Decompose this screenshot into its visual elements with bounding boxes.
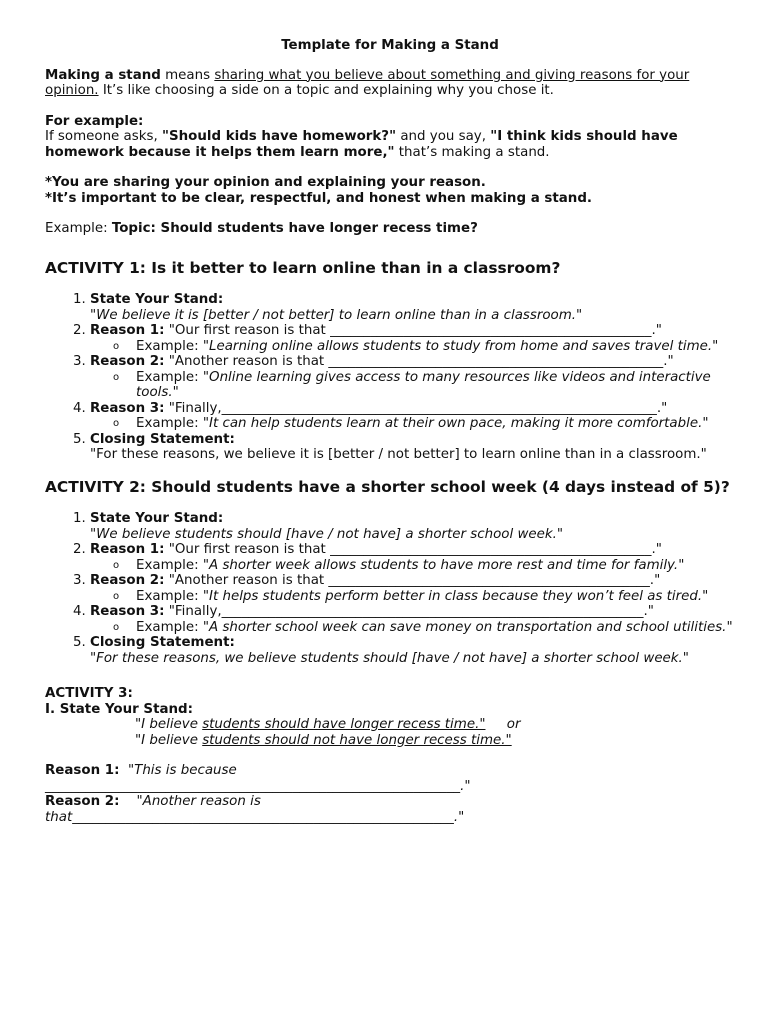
activity3-reason-1 bbox=[45, 763, 515, 794]
example-post: " bbox=[702, 416, 709, 431]
reason-label: Reason 2: bbox=[90, 573, 165, 588]
intro-means: means bbox=[160, 67, 215, 83]
notes-block bbox=[45, 175, 735, 206]
list-item bbox=[90, 573, 735, 604]
closing-label: Closing Statement: bbox=[90, 431, 235, 447]
example-pre: Example: " bbox=[136, 338, 210, 354]
reason-label: Reason 1: bbox=[90, 323, 165, 338]
example-item bbox=[113, 589, 735, 605]
activity1-list bbox=[45, 292, 735, 463]
list-item bbox=[90, 323, 735, 354]
example-text: Learning online allows students to study from home and saves travel time. bbox=[209, 338, 713, 354]
example-post: " bbox=[712, 338, 719, 354]
page-title: Template for Making a Stand bbox=[281, 38, 499, 53]
example-post: " bbox=[726, 619, 733, 635]
list-item bbox=[90, 542, 735, 573]
list-item bbox=[90, 292, 735, 323]
example-t2: and you say, bbox=[396, 129, 491, 144]
example-pre: Example: " bbox=[136, 416, 210, 431]
list-item bbox=[90, 401, 735, 432]
reason-label: Reason 3: bbox=[90, 400, 165, 416]
list-item bbox=[90, 635, 735, 666]
activity2-list bbox=[45, 511, 735, 666]
list-item bbox=[90, 604, 735, 635]
document-page bbox=[45, 38, 735, 825]
reason-text: "Our first reason is that ________________________________________________." bbox=[164, 542, 662, 557]
example-text: A shorter school week can save money on transportation and school utilities. bbox=[209, 619, 727, 635]
stand-label: State Your Stand: bbox=[90, 511, 224, 526]
intro-definition: sharing what you believe about something and giving reasons for your opinion. bbox=[45, 67, 690, 98]
reason-text: "Finally,_______________________________________________________________." bbox=[164, 604, 654, 619]
reason-text: "Our first reason is that ________________________________________________." bbox=[164, 323, 662, 338]
example-pre: Example: " bbox=[136, 369, 210, 385]
example-heading: For example: bbox=[45, 113, 144, 129]
example-item bbox=[113, 416, 735, 432]
activity3-reason-2 bbox=[45, 794, 500, 825]
topic-text: Topic: Should students have longer recess time? bbox=[111, 221, 478, 236]
activity2-heading: ACTIVITY 2: Should students have a shorter school week (4 days instead of 5)? bbox=[45, 477, 730, 496]
option-underlined: students should have longer recess time." bbox=[202, 717, 486, 732]
activity3-stand-heading: I. State Your Stand: bbox=[45, 701, 193, 717]
intro-paragraph bbox=[45, 68, 735, 99]
reason-text: "Another reason is that __________________________________________________." bbox=[164, 354, 674, 369]
example-post: " bbox=[678, 557, 685, 573]
topic-label: Example: bbox=[45, 221, 112, 236]
example-t1: If someone asks, bbox=[45, 129, 162, 144]
option-pre: "I believe bbox=[135, 732, 203, 748]
closing-text: "For these reasons, we believe students should [have / not have] a shorter school week." bbox=[90, 650, 689, 666]
example-item bbox=[113, 620, 735, 636]
example-post: " bbox=[702, 588, 709, 604]
reason-text: "Finally,_________________________________________________________________." bbox=[164, 400, 668, 416]
activity3-block bbox=[45, 686, 735, 825]
reason-label: Reason 3: bbox=[90, 604, 165, 619]
example-question: "Should kids have homework?" bbox=[161, 129, 397, 144]
note-1: *You are sharing your opinion and explaining your reason. bbox=[45, 175, 486, 190]
example-item bbox=[113, 558, 735, 574]
reason-label: Reason 1: bbox=[90, 542, 165, 557]
closing-label: Closing Statement: bbox=[90, 635, 235, 650]
intro-rest: It’s like choosing a side on a topic and explaining why you chose it. bbox=[98, 83, 554, 98]
option-or: or bbox=[485, 717, 521, 732]
stand-text: "We believe students should [have / not have] a shorter school week." bbox=[90, 526, 564, 542]
example-item bbox=[113, 339, 735, 355]
activity3-heading: ACTIVITY 3: bbox=[45, 686, 133, 701]
stand-text: "We believe it is [better / not better] to learn online than in a classroom." bbox=[90, 307, 583, 323]
example-item bbox=[113, 370, 735, 401]
stand-label: State Your Stand: bbox=[90, 292, 224, 307]
example-text bbox=[45, 129, 735, 160]
example-block bbox=[45, 114, 735, 161]
example-answer: "I think kids should have homework because it helps them learn more," bbox=[45, 129, 678, 160]
reason-text: "Another reason is that_________________________________________________________." bbox=[45, 794, 465, 825]
list-item bbox=[90, 432, 735, 463]
reason-label: Reason 2: bbox=[90, 354, 165, 369]
example-pre: Example: " bbox=[136, 588, 210, 604]
example-t3: that’s making a stand. bbox=[394, 144, 550, 160]
option-underlined: students should not have longer recess time." bbox=[202, 732, 512, 748]
closing-text: "For these reasons, we believe it is [better / not better] to learn online than in a classroom." bbox=[90, 447, 707, 462]
example-text: It helps students perform better in class because they won’t feel as tired. bbox=[209, 588, 703, 604]
example-pre: Example: " bbox=[136, 557, 210, 573]
activity1-heading: ACTIVITY 1: Is it better to learn online than in a classroom? bbox=[45, 258, 561, 277]
reason-text: "This is because ______________________________________________________________." bbox=[45, 763, 471, 794]
list-item bbox=[90, 354, 735, 401]
example-pre: Example: " bbox=[136, 619, 210, 635]
reason-text: "Another reason is that ________________________________________________." bbox=[164, 573, 661, 588]
example-text: It can help students learn at their own pace, making it more comfortable. bbox=[209, 416, 703, 431]
reason-label: Reason 1: bbox=[45, 763, 120, 778]
intro-term: Making a stand bbox=[45, 67, 161, 83]
stand-option-1 bbox=[45, 717, 735, 733]
option-pre: "I believe bbox=[135, 717, 203, 732]
example-post: " bbox=[172, 385, 179, 400]
list-item bbox=[90, 511, 735, 542]
example-text: Online learning gives access to many resources like videos and interactive tools. bbox=[136, 369, 711, 400]
reason-label: Reason 2: bbox=[45, 794, 120, 809]
stand-option-2 bbox=[45, 733, 735, 749]
note-2: *It’s important to be clear, respectful, and honest when making a stand. bbox=[45, 190, 593, 206]
example-text: A shorter week allows students to have more rest and time for family. bbox=[209, 557, 679, 573]
topic-line bbox=[45, 221, 735, 237]
